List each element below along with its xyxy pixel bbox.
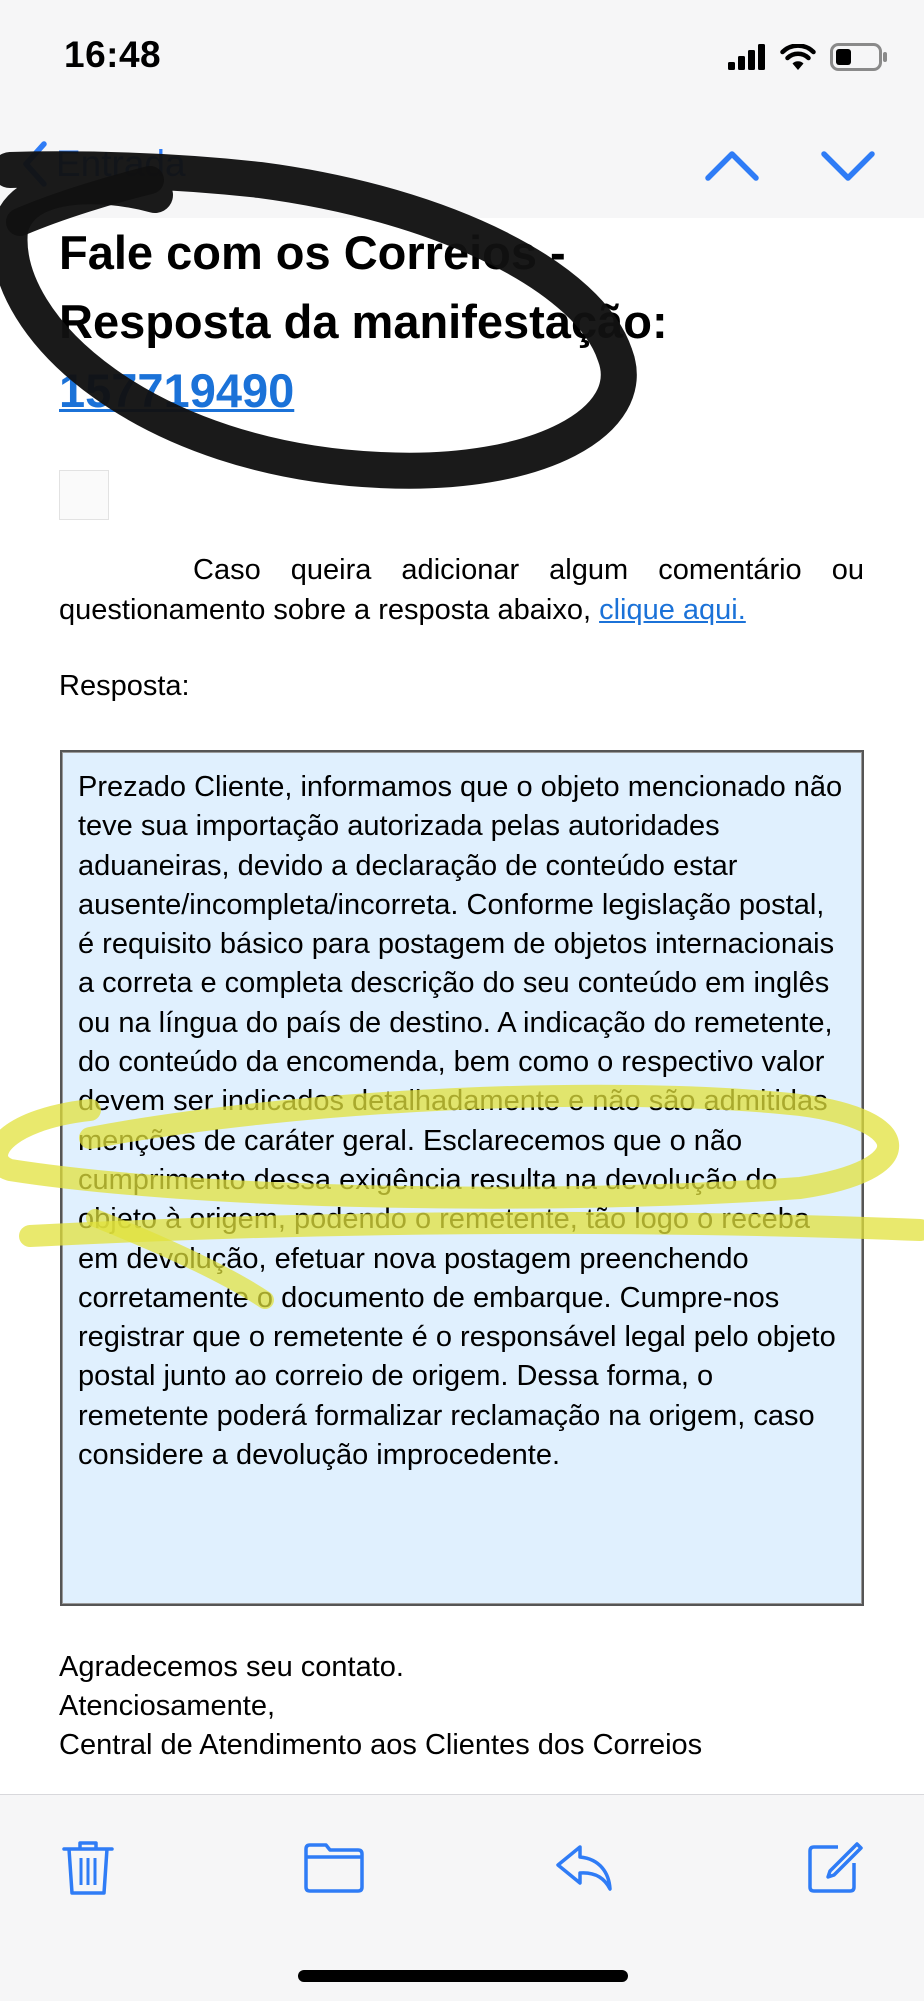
subject-line: Resposta da manifestação:: [59, 295, 668, 348]
folder-icon: [302, 1835, 366, 1899]
closing-line: Central de Atendimento aos Clientes dos Correios: [59, 1729, 703, 1761]
chevron-up-icon: [702, 136, 762, 196]
intro-paragraph: [59, 550, 864, 630]
next-message-button[interactable]: [818, 136, 878, 196]
move-to-folder-button[interactable]: [302, 1835, 366, 1899]
battery-icon: [830, 43, 888, 71]
email-content[interactable]: [0, 218, 924, 1794]
email-subject: [59, 218, 879, 425]
wifi-icon: [780, 44, 816, 71]
compose-icon: [802, 1835, 866, 1899]
reply-button[interactable]: [552, 1835, 616, 1899]
intro-text: Caso queira adicionar algum comentário ou questionamento sobre a resposta abaixo,: [59, 554, 864, 626]
protocol-number-link[interactable]: 157719490: [59, 364, 295, 417]
chevron-down-icon: [818, 136, 878, 196]
closing-line: Agradecemos seu contato.: [59, 1651, 404, 1683]
image-placeholder: [59, 470, 109, 520]
compose-button[interactable]: [802, 1835, 866, 1899]
delete-button[interactable]: [56, 1835, 120, 1899]
reply-icon: [552, 1835, 616, 1899]
closing-line: Atenciosamente,: [59, 1690, 276, 1722]
navigation-bar: [0, 110, 924, 219]
previous-message-button[interactable]: [702, 136, 762, 196]
subject-line: Fale com os Correios -: [59, 226, 566, 279]
home-indicator[interactable]: [298, 1970, 628, 1982]
status-bar: [0, 0, 924, 110]
status-icons: [728, 40, 888, 74]
response-label: Resposta:: [59, 670, 190, 702]
status-time: 16:48: [64, 34, 162, 75]
trash-icon: [56, 1835, 120, 1899]
back-button[interactable]: [20, 134, 186, 194]
chevron-left-icon: [20, 140, 48, 188]
cellular-signal-icon: [728, 44, 766, 70]
closing-signature: [59, 1648, 702, 1765]
comment-link[interactable]: clique aqui.: [599, 594, 746, 626]
back-button-label: Entrada: [56, 143, 186, 184]
response-box: [60, 750, 864, 1606]
response-body: Prezado Cliente, informamos que o objeto mencionado não teve sua importação autorizada pelas autoridades aduaneiras, devido a declaração de conteúdo estar ausente/incompleta/incorreta. Conforme legislação postal, é requisito básico para postagem de objetos internacionais a correta e completa descrição do seu conteúdo em inglês ou na língua do país de destino. A indicação do remetente, do conteúdo da encomenda, bem como o respectivo valor devem ser indicados detalhadamente e não são admitidas menções de caráter geral. Esclarecemos que o não cumprimento dessa exigência resulta na devolução do objeto à origem, podendo o remetente, tão logo o receba em devolução, efetuar nova postagem preenchendo corretamente o documento de embarque. Cumpre-nos registrar que o remetente é o responsável legal pelo objeto postal junto ao correio de origem. Dessa forma, o remetente poderá formalizar reclamação na origem, caso considere a devolução improcedente.: [78, 771, 843, 1472]
